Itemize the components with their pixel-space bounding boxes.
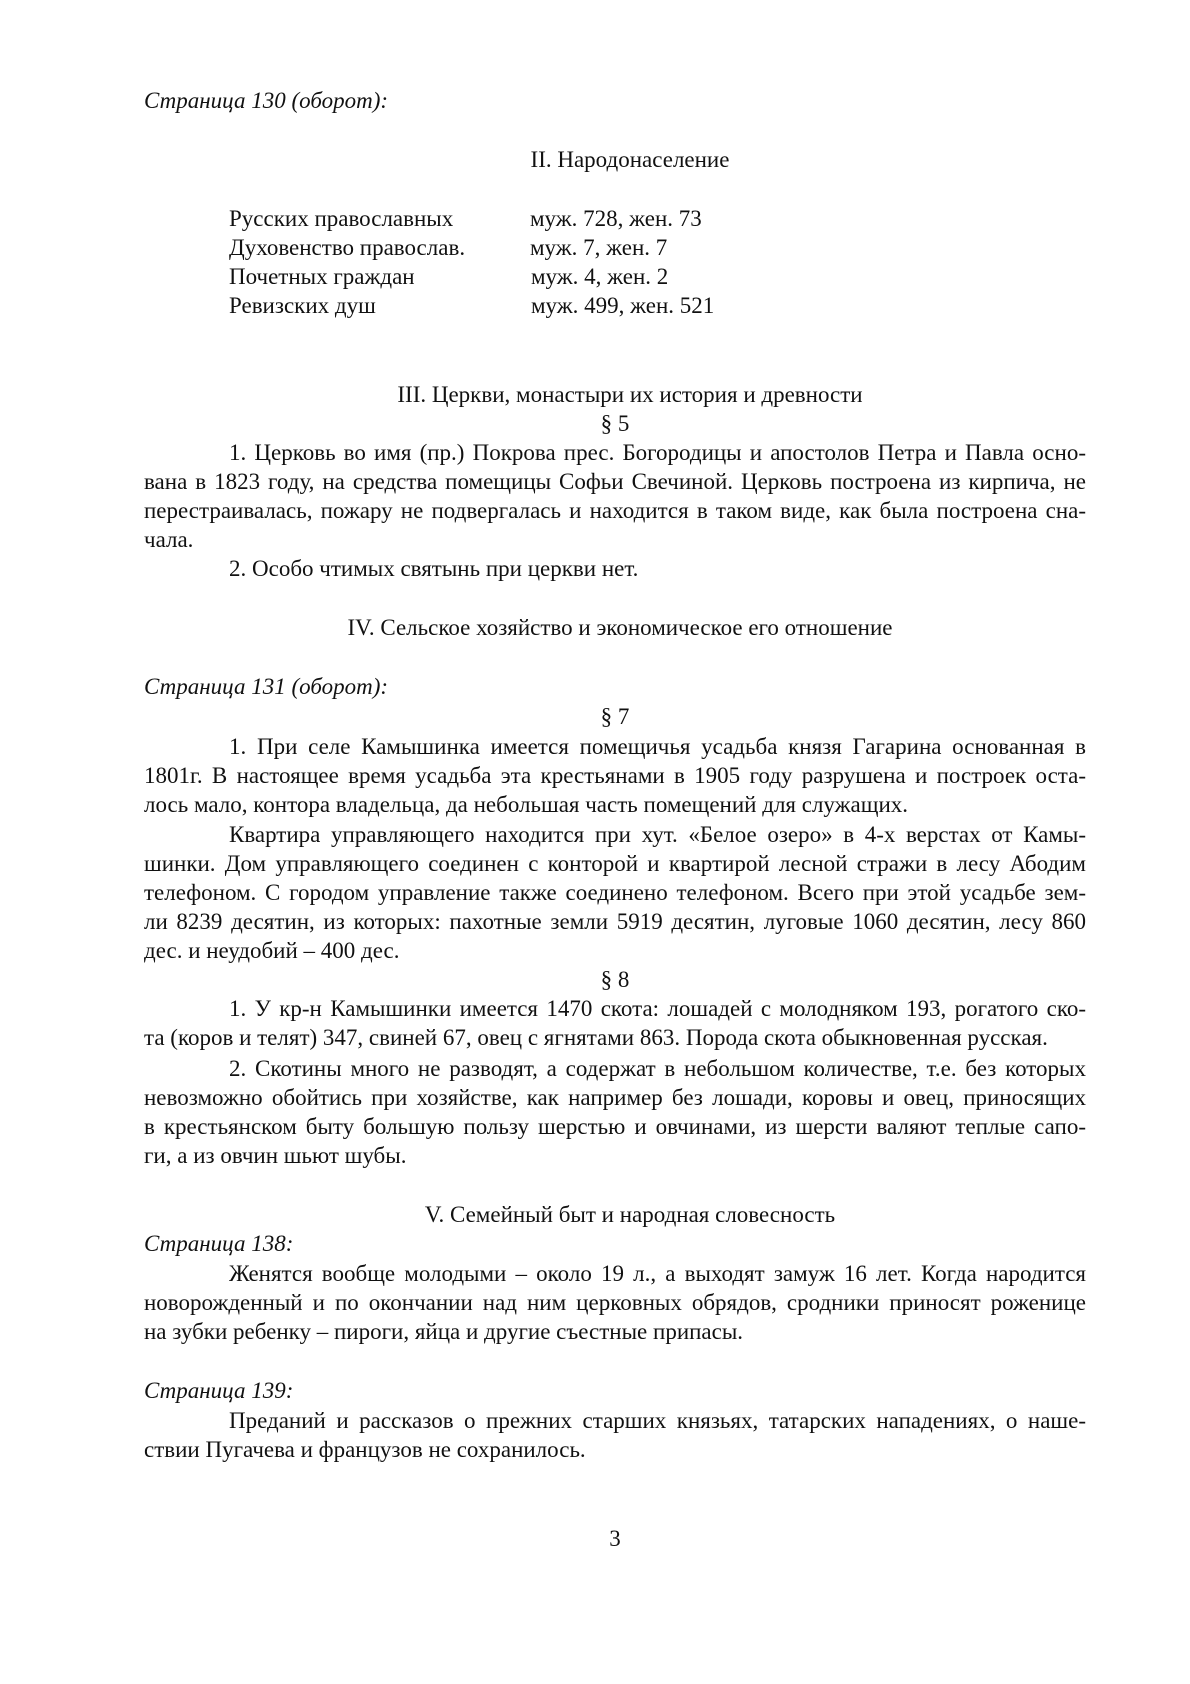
row-value: муж. 7, жен. 7 <box>530 235 668 260</box>
page-reference: Страница 139: <box>144 1378 294 1403</box>
row-value: муж. 728, жен. 73 <box>530 206 702 231</box>
text-line: вана в 1823 году, на средства помещицы Софьи Свечиной. Церковь построена из кирпича, не <box>144 469 1086 494</box>
text-line: 1. При селе Камышинка имеется помещичья усадьба князя Гагарина основанная в <box>229 734 1086 759</box>
text-line: лось мало, контора владельца, да небольшая часть помещений для служащих. <box>144 792 908 817</box>
text-line: та (коров и телят) 347, свиней 67, овец с ягнятами 863. Порода скота обыкновенная русская. <box>144 1025 1048 1050</box>
text-line: дес. и неудобий – 400 дес. <box>144 938 400 963</box>
section-title: IV. Сельское хозяйство и экономическое его отношение <box>347 615 893 640</box>
page-reference: Страница 138: <box>144 1231 294 1256</box>
text-line: ли 8239 десятин, из которых: пахотные земли 5919 десятин, луговые 1060 десятин, лесу 860 <box>144 909 1086 934</box>
row-label: Русских православных <box>229 206 454 231</box>
text-line: Преданий и рассказов о прежних старших князьях, татарских нападениях, о наше- <box>229 1408 1086 1433</box>
row-value: муж. 4, жен. 2 <box>531 264 669 289</box>
row-label: Духовенство православ. <box>229 235 466 260</box>
text-line: Квартира управляющего находится при хут. «Белое озеро» в 4-х верстах от Камы- <box>229 822 1086 847</box>
text-line: телефоном. С городом управление также соединено телефоном. Всего при этой усадьбе зем- <box>144 880 1086 905</box>
text-line: ги, а из овчин шьют шубы. <box>144 1143 407 1168</box>
row-value: муж. 499, жен. 521 <box>531 293 715 318</box>
section-title: II. Народонаселение <box>530 147 730 172</box>
text-line: на зубки ребенку – пироги, яйца и другие съестные припасы. <box>144 1319 744 1344</box>
text-line: 1. У кр-н Камышинки имеется 1470 скота: лошадей с молодняком 193, рогатого ско- <box>229 996 1086 1021</box>
page-reference: Страница 130 (оборот): <box>144 88 389 113</box>
paragraph-mark: § 8 <box>600 967 630 992</box>
section-title: III. Церкви, монастыри их история и древности <box>397 382 863 407</box>
text-line: новорожденный и по окончании над ним церковных обрядов, сродники приносят роженице <box>144 1290 1086 1315</box>
page-reference: Страница 131 (оборот): <box>144 674 389 699</box>
row-label: Почетных граждан <box>229 264 415 289</box>
text-line: 1. Церковь во имя (пр.) Покрова прес. Богородицы и апостолов Петра и Павла осно- <box>229 440 1086 465</box>
text-line: 2. Скотины много не разводят, а содержат в небольшом количестве, т.е. без которых <box>229 1056 1086 1081</box>
text-line: в крестьянском быту большую пользу шерстью и овчинами, из шерсти валяют теплые сапо- <box>144 1114 1086 1139</box>
text-line: 1801г. В настоящее время усадьба эта крестьянами в 1905 году разрушена и построек оста- <box>144 763 1086 788</box>
section-title: V. Семейный быт и народная словесность <box>424 1202 836 1227</box>
text-line: шинки. Дом управляющего соединен с конторой и квартирой лесной стражи в лесу Абодим <box>144 851 1086 876</box>
text-line: перестраивалась, пожару не подвергалась и находится в таком виде, как была построена сна- <box>144 498 1086 523</box>
paragraph-mark: § 5 <box>600 411 630 436</box>
page-number: 3 <box>609 1526 621 1551</box>
text-line: невозможно обойтись при хозяйстве, как например без лошади, коровы и овец, приносящих <box>144 1085 1086 1110</box>
paragraph-mark: § 7 <box>600 704 630 729</box>
text-line: 2. Особо чтимых святынь при церкви нет. <box>229 556 639 581</box>
text-line: Женятся вообще молодыми – около 19 л., а выходят замуж 16 лет. Когда народится <box>229 1261 1086 1286</box>
row-label: Ревизских душ <box>229 293 376 318</box>
text-line: ствии Пугачева и французов не сохранилось. <box>144 1437 586 1462</box>
text-line: чала. <box>144 527 194 552</box>
